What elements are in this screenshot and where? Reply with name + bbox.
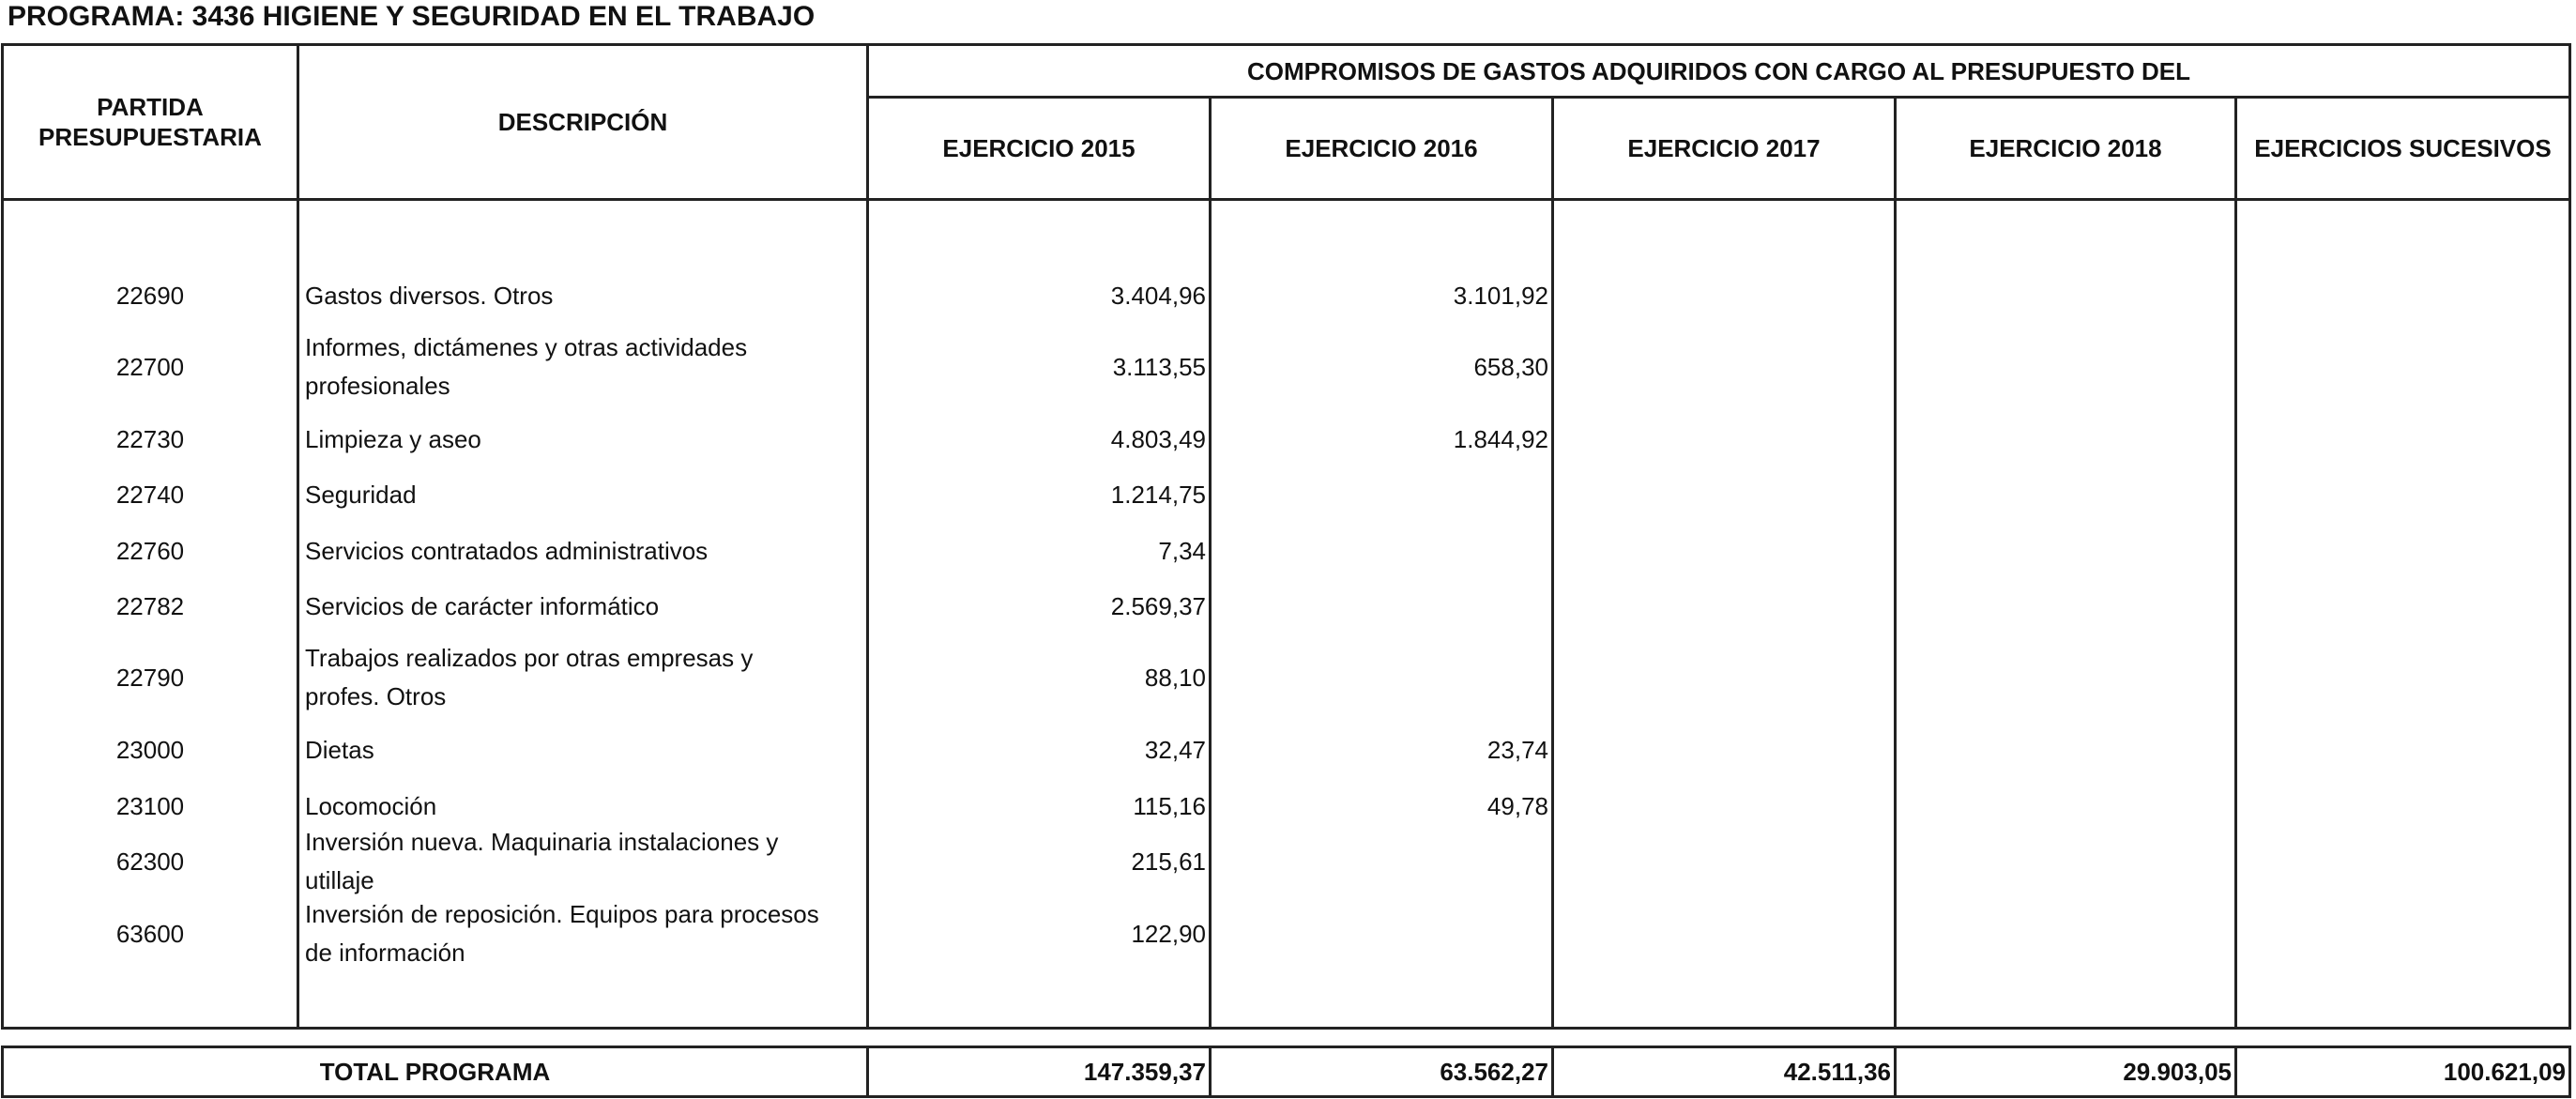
total-2017: 42.511,36 xyxy=(1783,1057,1891,1086)
header-ejercicio-2017: EJERCICIO 2017 xyxy=(1627,134,1821,162)
row-description: Trabajos realizados por otras empresas y profes. Otros xyxy=(305,644,754,710)
row-amount-2015: 115,16 xyxy=(1133,791,1206,820)
header-ejercicio-2015: EJERCICIO 2015 xyxy=(942,134,1136,162)
row-code: 22740 xyxy=(115,480,185,509)
table-row xyxy=(0,476,2576,513)
total-label: TOTAL PROGRAMA xyxy=(319,1057,551,1086)
header-ejercicio-2016: EJERCICIO 2016 xyxy=(1285,134,1478,162)
header-descripcion: DESCRIPCIÓN xyxy=(497,108,668,136)
row-code: 23100 xyxy=(115,791,185,820)
total-2018: 29.903,05 xyxy=(2123,1057,2232,1086)
header-partida: PARTIDA PRESUPUESTARIA xyxy=(38,93,262,151)
row-amount-2015: 122,90 xyxy=(1131,919,1206,948)
row-description: Gastos diversos. Otros xyxy=(305,281,554,310)
row-amount-2015: 3.404,96 xyxy=(1110,281,1206,310)
row-amount-2015: 2.569,37 xyxy=(1110,591,1206,620)
table-row xyxy=(0,828,2576,894)
row-description: Limpieza y aseo xyxy=(305,424,481,453)
row-code: 22790 xyxy=(115,663,185,692)
table-row xyxy=(0,277,2576,314)
row-description: Servicios contratados administrativos xyxy=(305,536,709,565)
row-code: 23000 xyxy=(115,735,185,764)
table-row xyxy=(0,787,2576,825)
row-amount-2015: 88,10 xyxy=(1144,663,1206,692)
row-amount-2016: 49,78 xyxy=(1486,791,1548,820)
page-title: PROGRAMA: 3436 HIGIENE Y SEGURIDAD EN EL TRABAJO xyxy=(8,1,815,32)
row-amount-2015: 7,34 xyxy=(1158,536,1206,565)
total-sucesivos: 100.621,09 xyxy=(2443,1057,2566,1086)
row-description: Locomoción xyxy=(305,791,437,820)
row-amount-2015: 3.113,55 xyxy=(1112,352,1206,381)
header-ejercicios-sucesivos: EJERCICIOS SUCESIVOS xyxy=(2254,134,2552,162)
table-row xyxy=(0,328,2576,405)
row-description: Inversión de reposición. Equipos para procesos de información xyxy=(305,900,819,967)
table-row xyxy=(0,420,2576,458)
divider-header xyxy=(1,198,2571,201)
row-amount-2016: 3.101,92 xyxy=(1453,281,1548,310)
table-row xyxy=(0,532,2576,570)
row-amount-2016: 1.844,92 xyxy=(1453,424,1548,453)
row-code: 22760 xyxy=(115,536,185,565)
header-compromisos: COMPROMISOS DE GASTOS ADQUIRIDOS CON CARGO AL PRESUPUESTO DEL xyxy=(1247,56,2190,85)
row-amount-2015: 32,47 xyxy=(1144,735,1206,764)
row-code: 22782 xyxy=(115,591,185,620)
total-2016: 63.562,27 xyxy=(1440,1057,1548,1086)
header-ejercicio-2018: EJERCICIO 2018 xyxy=(1969,134,2162,162)
row-amount-2015: 215,61 xyxy=(1131,847,1206,876)
row-code: 22690 xyxy=(115,281,185,310)
row-code: 63600 xyxy=(115,919,185,948)
table-row xyxy=(0,895,2576,972)
row-code: 22730 xyxy=(115,424,185,453)
row-amount-2016: 23,74 xyxy=(1486,735,1548,764)
row-description: Inversión nueva. Maquinaria instalaciones y utillaje xyxy=(305,828,779,894)
row-description: Servicios de carácter informático xyxy=(305,591,660,620)
row-description: Informes, dictámenes y otras actividades profesionales xyxy=(305,333,748,400)
row-description: Seguridad xyxy=(305,480,417,509)
row-amount-2015: 4.803,49 xyxy=(1110,424,1206,453)
table-row xyxy=(0,731,2576,769)
table-row xyxy=(0,588,2576,625)
row-amount-2016: 658,30 xyxy=(1473,352,1548,381)
row-amount-2015: 1.214,75 xyxy=(1110,480,1206,509)
row-description: Dietas xyxy=(305,735,374,764)
row-code: 62300 xyxy=(115,847,185,876)
table-row xyxy=(0,639,2576,716)
row-code: 22700 xyxy=(115,352,185,381)
total-2015: 147.359,37 xyxy=(1083,1057,1206,1086)
